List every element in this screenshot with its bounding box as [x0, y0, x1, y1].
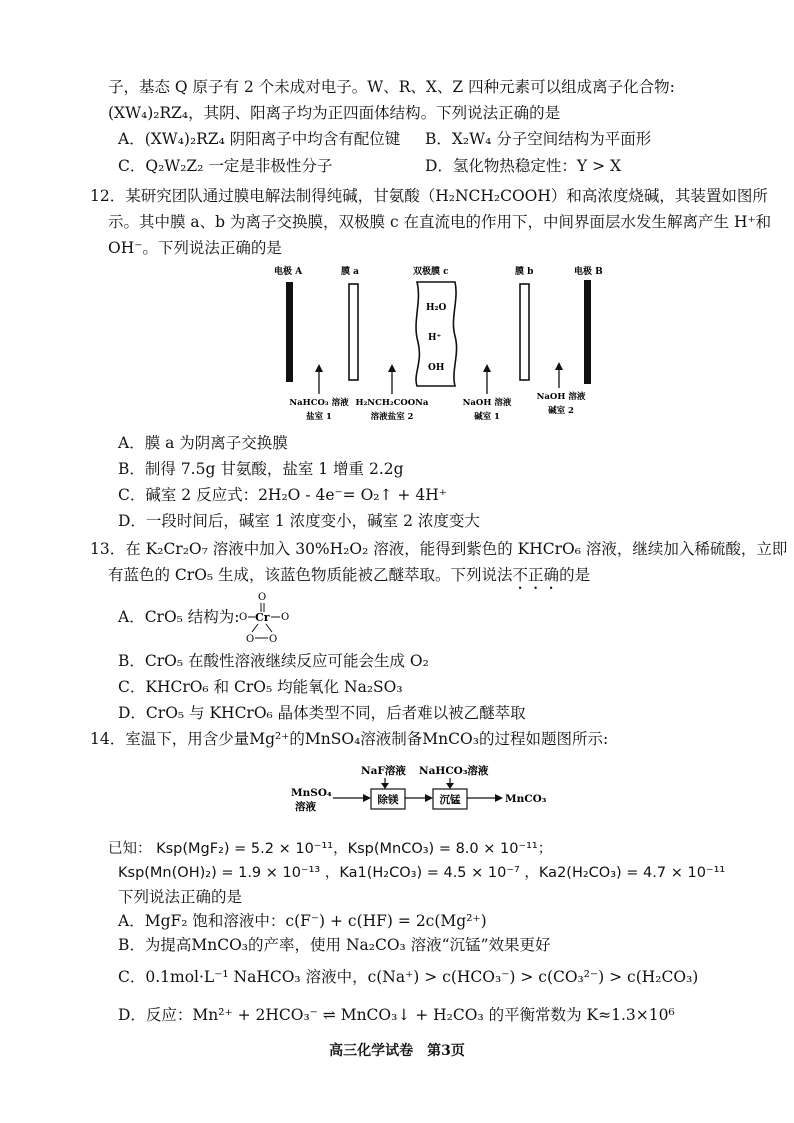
q14-known-line2: Ksp(Mn(OH)₂) = 1.9 × 10⁻¹³ ，Ka1(H₂CO₃) = 4.5 × 10⁻⁷ ，Ka2(H₂CO₃) = 4.7 × 10⁻¹¹	[118, 865, 726, 881]
q13-option-d: D．CrO₅ 与 KHCrO₆ 晶体类型不同，后者难以被乙醚萃取	[118, 704, 526, 722]
q13-option-b: B．CrO₅ 在酸性溶液继续反应可能会生成 O₂	[118, 652, 429, 670]
struct-o-bottom-right: O	[269, 634, 278, 645]
oh-label: OH	[428, 363, 445, 373]
q14-option-b: B．为提高MnCO₃的产率，使用 Na₂CO₃ 溶液“沉锰”效果更好	[118, 936, 551, 954]
q12-stem-line3: OH⁻。下列说法正确的是	[108, 239, 282, 257]
flow-start-l1: MnSO₄	[291, 787, 332, 799]
q11-line2: (XW₄)₂RZ₄，其阴、阳离子均为正四面体结构。下列说法正确的是	[108, 104, 561, 122]
membrane-a-label: 膜 a	[341, 267, 359, 277]
q13-stem-line2-pre: 有蓝色的 CrO₅ 生成，该蓝色物质能被乙醚萃取。下列说法	[108, 566, 513, 584]
feed3-room-label: 碱室 1	[474, 412, 500, 422]
q13-stem-line1: 13．在 K₂Cr₂O₇ 溶液中加入 30%H₂O₂ 溶液，能得到紫色的 KHCrO₆ 溶液，继续加入稀硫酸，立即	[90, 540, 788, 558]
feed2-room-label: 溶液盐室 2	[370, 412, 414, 422]
q11-option-a: A．(XW₄)₂RZ₄ 阴阳离子中均含有配位键	[118, 130, 401, 148]
feed1-room-label: 盐室 1	[306, 412, 332, 422]
q14-stem-line1: 14．室温下，用含少量Mg²⁺的MnSO₄溶液制备MnCO₃的过程如题图所示:	[90, 730, 609, 748]
flow-box2-label: 沉锰	[439, 794, 461, 806]
q13-stem-line2-post: 的是	[559, 566, 591, 584]
flow-reagent1: NaF溶液	[361, 765, 406, 777]
q14-option-a: A．MgF₂ 饱和溶液中：c(F⁻) + c(HF) = 2c(Mg²⁺)	[118, 912, 487, 930]
q14-known-line1: 已知： Ksp(MgF₂) = 5.2 × 10⁻¹¹，Ksp(MnCO₃) = 8.0 × 10⁻¹¹；	[108, 841, 553, 857]
water-label: H₂O	[426, 303, 447, 313]
mnco3-flow-diagram	[285, 760, 565, 832]
q14-ask: 下列说法正确的是	[118, 888, 243, 906]
q14-option-c: C．0.1mol·L⁻¹ NaHCO₃ 溶液中，c(Na⁺) > c(HCO₃⁻) > c(CO₃²⁻) > c(H₂CO₃)	[118, 968, 699, 986]
q12-option-a: A．膜 a 为阴离子交换膜	[118, 434, 288, 452]
q11-line1: 子，基态 Q 原子有 2 个未成对电子。W、R、X、Z 四种元素可以组成离子化合物:	[108, 78, 675, 96]
q12-option-b: B．制得 7.5g 甘氨酸，盐室 1 增重 2.2g	[118, 460, 404, 478]
feed1-solution-label: NaHCO₃ 溶液	[289, 398, 349, 408]
electrode-b-label: 电极 B	[574, 267, 603, 277]
struct-cr: Cr	[255, 611, 270, 624]
flow-box1-label: 除镁	[377, 794, 399, 806]
q11-option-c: C．Q₂W₂Z₂ 一定是非极性分子	[118, 157, 333, 175]
q12-stem-line2: 示。其中膜 a、b 为离子交换膜，双极膜 c 在直流电的作用下，中间界面层水发生解离产生 H⁺和	[108, 213, 772, 231]
q13-option-a: A．CrO₅ 结构为:	[118, 608, 240, 626]
struct-o-top: O	[258, 592, 267, 603]
membrane-a	[349, 284, 358, 380]
q11-option-b: B．X₂W₄ 分子空间结构为平面形	[425, 130, 652, 148]
page-footer: 高三化学试卷 第3页	[329, 1043, 465, 1059]
electrode-a-label: 电极 A	[274, 267, 303, 277]
q13-stem-line2	[108, 564, 590, 593]
flow-start-l2: 溶液	[295, 801, 316, 813]
electrode-b	[584, 280, 591, 384]
struct-o-left: O	[239, 612, 248, 623]
feed2-solution-label: H₂NCH₂COONa	[355, 398, 429, 408]
flow-reagent2: NaHCO₃溶液	[419, 765, 489, 777]
q13-emphasis-not-correct: 不正确	[512, 566, 560, 584]
membrane-b	[520, 284, 529, 380]
hplus-label: H⁺	[428, 333, 442, 343]
electrode-a	[286, 282, 293, 382]
cro5-structure	[236, 588, 304, 646]
electrolysis-diagram	[260, 262, 620, 430]
membrane-b-label: 膜 b	[515, 267, 534, 277]
feed4-room-label: 碱室 2	[548, 406, 574, 416]
q13-option-c: C．KHCrO₆ 和 CrO₅ 均能氧化 Na₂SO₃	[118, 678, 403, 696]
q12-stem-line1: 12．某研究团队通过膜电解法制得纯碱，甘氨酸（H₂NCH₂COOH）和高浓度烧碱，其装置如图所	[90, 187, 768, 205]
feed4-solution-label: NaOH 溶液	[536, 392, 586, 402]
q11-option-d: D．氢化物热稳定性：Y > X	[425, 157, 622, 175]
struct-o-right: O	[281, 612, 290, 623]
q14-option-d: D．反应：Mn²⁺ + 2HCO₃⁻ ⇌ MnCO₃↓ + H₂CO₃ 的平衡常数为 K≈1.3×10⁶	[118, 1006, 675, 1024]
struct-o-bottom-left: O	[246, 634, 255, 645]
bipolar-membrane-label: 双极膜 c	[413, 267, 449, 277]
q12-option-c: C．碱室 2 反应式：2H₂O - 4e⁻= O₂↑ + 4H⁺	[118, 486, 447, 504]
q12-option-d: D．一段时间后，碱室 1 浓度变小，碱室 2 浓度变大	[118, 512, 480, 530]
flow-product: MnCO₃	[505, 793, 547, 805]
feed3-solution-label: NaOH 溶液	[462, 398, 512, 408]
